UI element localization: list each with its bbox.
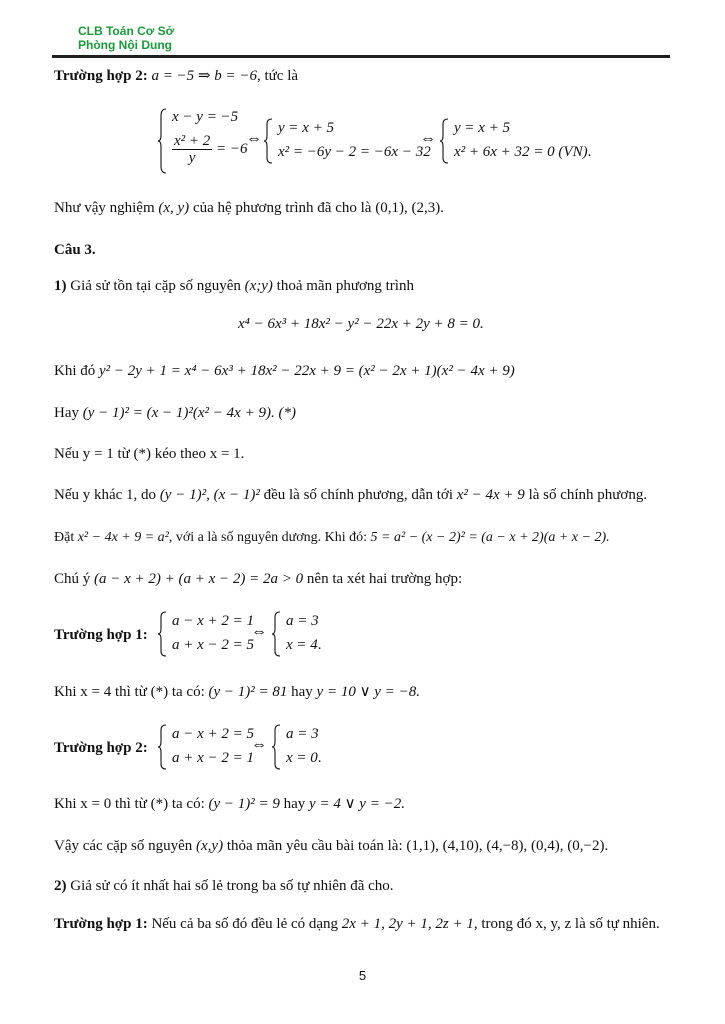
- text: Nếu y khác 1, do: [54, 487, 160, 503]
- math: (y − 1)², (x − 1)²: [159, 487, 260, 503]
- text: đều là số chính phương, dẫn tới: [259, 487, 457, 503]
- label: 1): [54, 278, 67, 294]
- left-brace-icon: [272, 724, 282, 770]
- neu-y1-line: [54, 444, 244, 464]
- main-equation: [238, 314, 484, 334]
- left-brace-icon: [158, 108, 168, 174]
- text: là số chính phương.: [524, 487, 648, 503]
- neu-y-khac-line: [54, 485, 647, 505]
- left-brace-icon: [158, 724, 168, 770]
- text: thoả mãn phương trình: [272, 278, 414, 294]
- row: a − x + 2 = 1: [172, 613, 255, 629]
- math: x⁴ − 6x³ + 18x² − y² − 22x + 2y + 8 = 0.: [238, 316, 484, 332]
- text: Nếu cả ba số đó đều lẻ có dạng: [147, 916, 342, 932]
- math: 2x + 1, 2y + 1, 2z + 1: [341, 916, 474, 932]
- case-2-label: [54, 738, 148, 758]
- math: (x,y): [196, 838, 224, 854]
- header-club: CLB Toán Cơ Sở: [78, 24, 175, 38]
- equivalence-arrow-1: ⇔: [246, 130, 262, 147]
- system-1-row-1: x − y = −5: [172, 109, 239, 125]
- text: Khi x = 0 thì từ (*) ta có:: [54, 796, 209, 812]
- text: , trong đó x, y, z là số tự nhiên.: [473, 916, 660, 932]
- math: y = 4 ∨ y = −2.: [309, 796, 405, 812]
- label: Trường hợp 1:: [54, 627, 148, 643]
- label: 2): [54, 878, 67, 894]
- text: Như vậy nghiệm: [54, 200, 159, 216]
- fraction-denominator: y: [188, 150, 196, 166]
- row: a = 3: [286, 726, 319, 742]
- math: (x, y): [158, 200, 190, 216]
- title: Câu 3.: [54, 242, 96, 258]
- row: a − x + 2 = 5: [172, 726, 255, 742]
- left-brace-icon: [440, 118, 450, 164]
- system-3-row-2: x² + 6x + 32 = 0 (VN): [454, 144, 588, 160]
- last-case-line: [54, 914, 660, 934]
- math: 5 = a² − (x − 2)² = (a − x + 2)(a + x − 2).: [370, 530, 610, 545]
- system-1-row-2-rhs: = −6: [216, 140, 248, 157]
- case-1-label: [54, 625, 148, 645]
- text: hay: [287, 684, 317, 700]
- case-2-result: [54, 794, 405, 814]
- row: a = 3: [286, 613, 319, 629]
- case-equation: a = −5 ⇒ b = −6: [151, 68, 257, 84]
- math: x² − 4x + 9: [456, 487, 525, 503]
- left-brace-icon: [272, 611, 282, 657]
- case-1-right-system: [272, 611, 342, 657]
- page-number: 5: [358, 968, 367, 983]
- math: (a − x + 2) + (a + x − 2) = 2a > 0: [94, 571, 304, 587]
- math: y = 10 ∨ y = −8.: [316, 684, 420, 700]
- math: (0,1), (2,3).: [375, 200, 444, 216]
- left-brace-icon: [264, 118, 274, 164]
- period: .: [317, 637, 322, 653]
- text: Đặt: [54, 530, 78, 545]
- part-2-intro: [54, 876, 394, 896]
- final-answer: [54, 836, 608, 856]
- text: Khi đó: [54, 363, 99, 379]
- system-3: [440, 118, 610, 164]
- text: Khi x = 4 thì từ (*) ta có:: [54, 684, 209, 700]
- equivalence-arrow-2: ⇔: [420, 130, 436, 147]
- text: Chú ý: [54, 571, 95, 587]
- label: Trường hợp 1:: [54, 916, 148, 932]
- text: hay: [279, 796, 310, 812]
- conclusion-line: [54, 198, 444, 218]
- chu-y-line: [54, 569, 462, 589]
- system-3-row-1: y = x + 5: [454, 120, 511, 136]
- text: Nếu y = 1 từ (*) kéo theo x = 1.: [54, 446, 245, 462]
- text: nên ta xét hai trường hợp:: [303, 571, 463, 587]
- math: (y − 1)² = (x − 1)²(x² − 4x + 9). (*): [82, 405, 296, 421]
- header-rule: [52, 55, 670, 58]
- row: x = 0: [286, 750, 318, 766]
- equivalence-arrow: ⇔: [251, 736, 267, 753]
- math: (y − 1)² = 81: [208, 684, 288, 700]
- row: x = 4: [286, 637, 318, 653]
- header-dept: Phòng Nội Dung: [78, 38, 172, 52]
- text: của hệ phương trình đã cho là: [189, 200, 376, 216]
- left-brace-icon: [158, 611, 168, 657]
- case-label: Trường hợp 2:: [54, 68, 148, 84]
- fraction: [172, 133, 212, 166]
- case-1-result: [54, 682, 420, 702]
- math: x² − 4x + 9 = a²: [77, 530, 169, 545]
- text: , với a là số nguyên dương. Khi đó:: [168, 530, 371, 545]
- khi-do-line: [54, 361, 515, 381]
- equivalence-arrow: ⇔: [251, 623, 267, 640]
- text: Vậy các cặp số nguyên: [54, 838, 197, 854]
- case-tail: , tức là: [257, 68, 299, 84]
- dat-line: [54, 528, 610, 548]
- system-2-row-1: y = x + 5: [278, 120, 335, 136]
- math: (y − 1)² = 9: [208, 796, 280, 812]
- math: y² − 2y + 1 = x⁴ − 6x³ + 18x² − 22x + 9 = (x² − 2x + 1)(x² − 4x + 9): [99, 363, 515, 379]
- text: thỏa mãn yêu cầu bài toán là:: [223, 838, 407, 854]
- part-1-intro: [54, 276, 414, 296]
- row: a + x − 2 = 5: [172, 637, 255, 653]
- period: .: [317, 750, 322, 766]
- fraction-numerator: x² + 2: [174, 133, 211, 149]
- text: Giả sử tồn tại cặp số nguyên: [66, 278, 245, 294]
- hay-line: [54, 403, 296, 423]
- question-title: [54, 240, 96, 260]
- row: a + x − 2 = 1: [172, 750, 255, 766]
- text: Hay: [54, 405, 83, 421]
- label: Trường hợp 2:: [54, 740, 148, 756]
- system-2-row-2: x² = −6y − 2 = −6x − 32: [278, 144, 431, 160]
- system-2: [264, 118, 431, 164]
- text: Giả sử có ít nhất hai số lẻ trong ba số tự nhiên đã cho.: [66, 878, 394, 894]
- math: (x;y): [244, 278, 273, 294]
- period: .: [587, 144, 592, 160]
- math: (1,1), (4,10), (4,−8), (0,4), (0,−2).: [406, 838, 609, 854]
- case-2-intro: [54, 66, 298, 86]
- case-2-right-system: [272, 724, 342, 770]
